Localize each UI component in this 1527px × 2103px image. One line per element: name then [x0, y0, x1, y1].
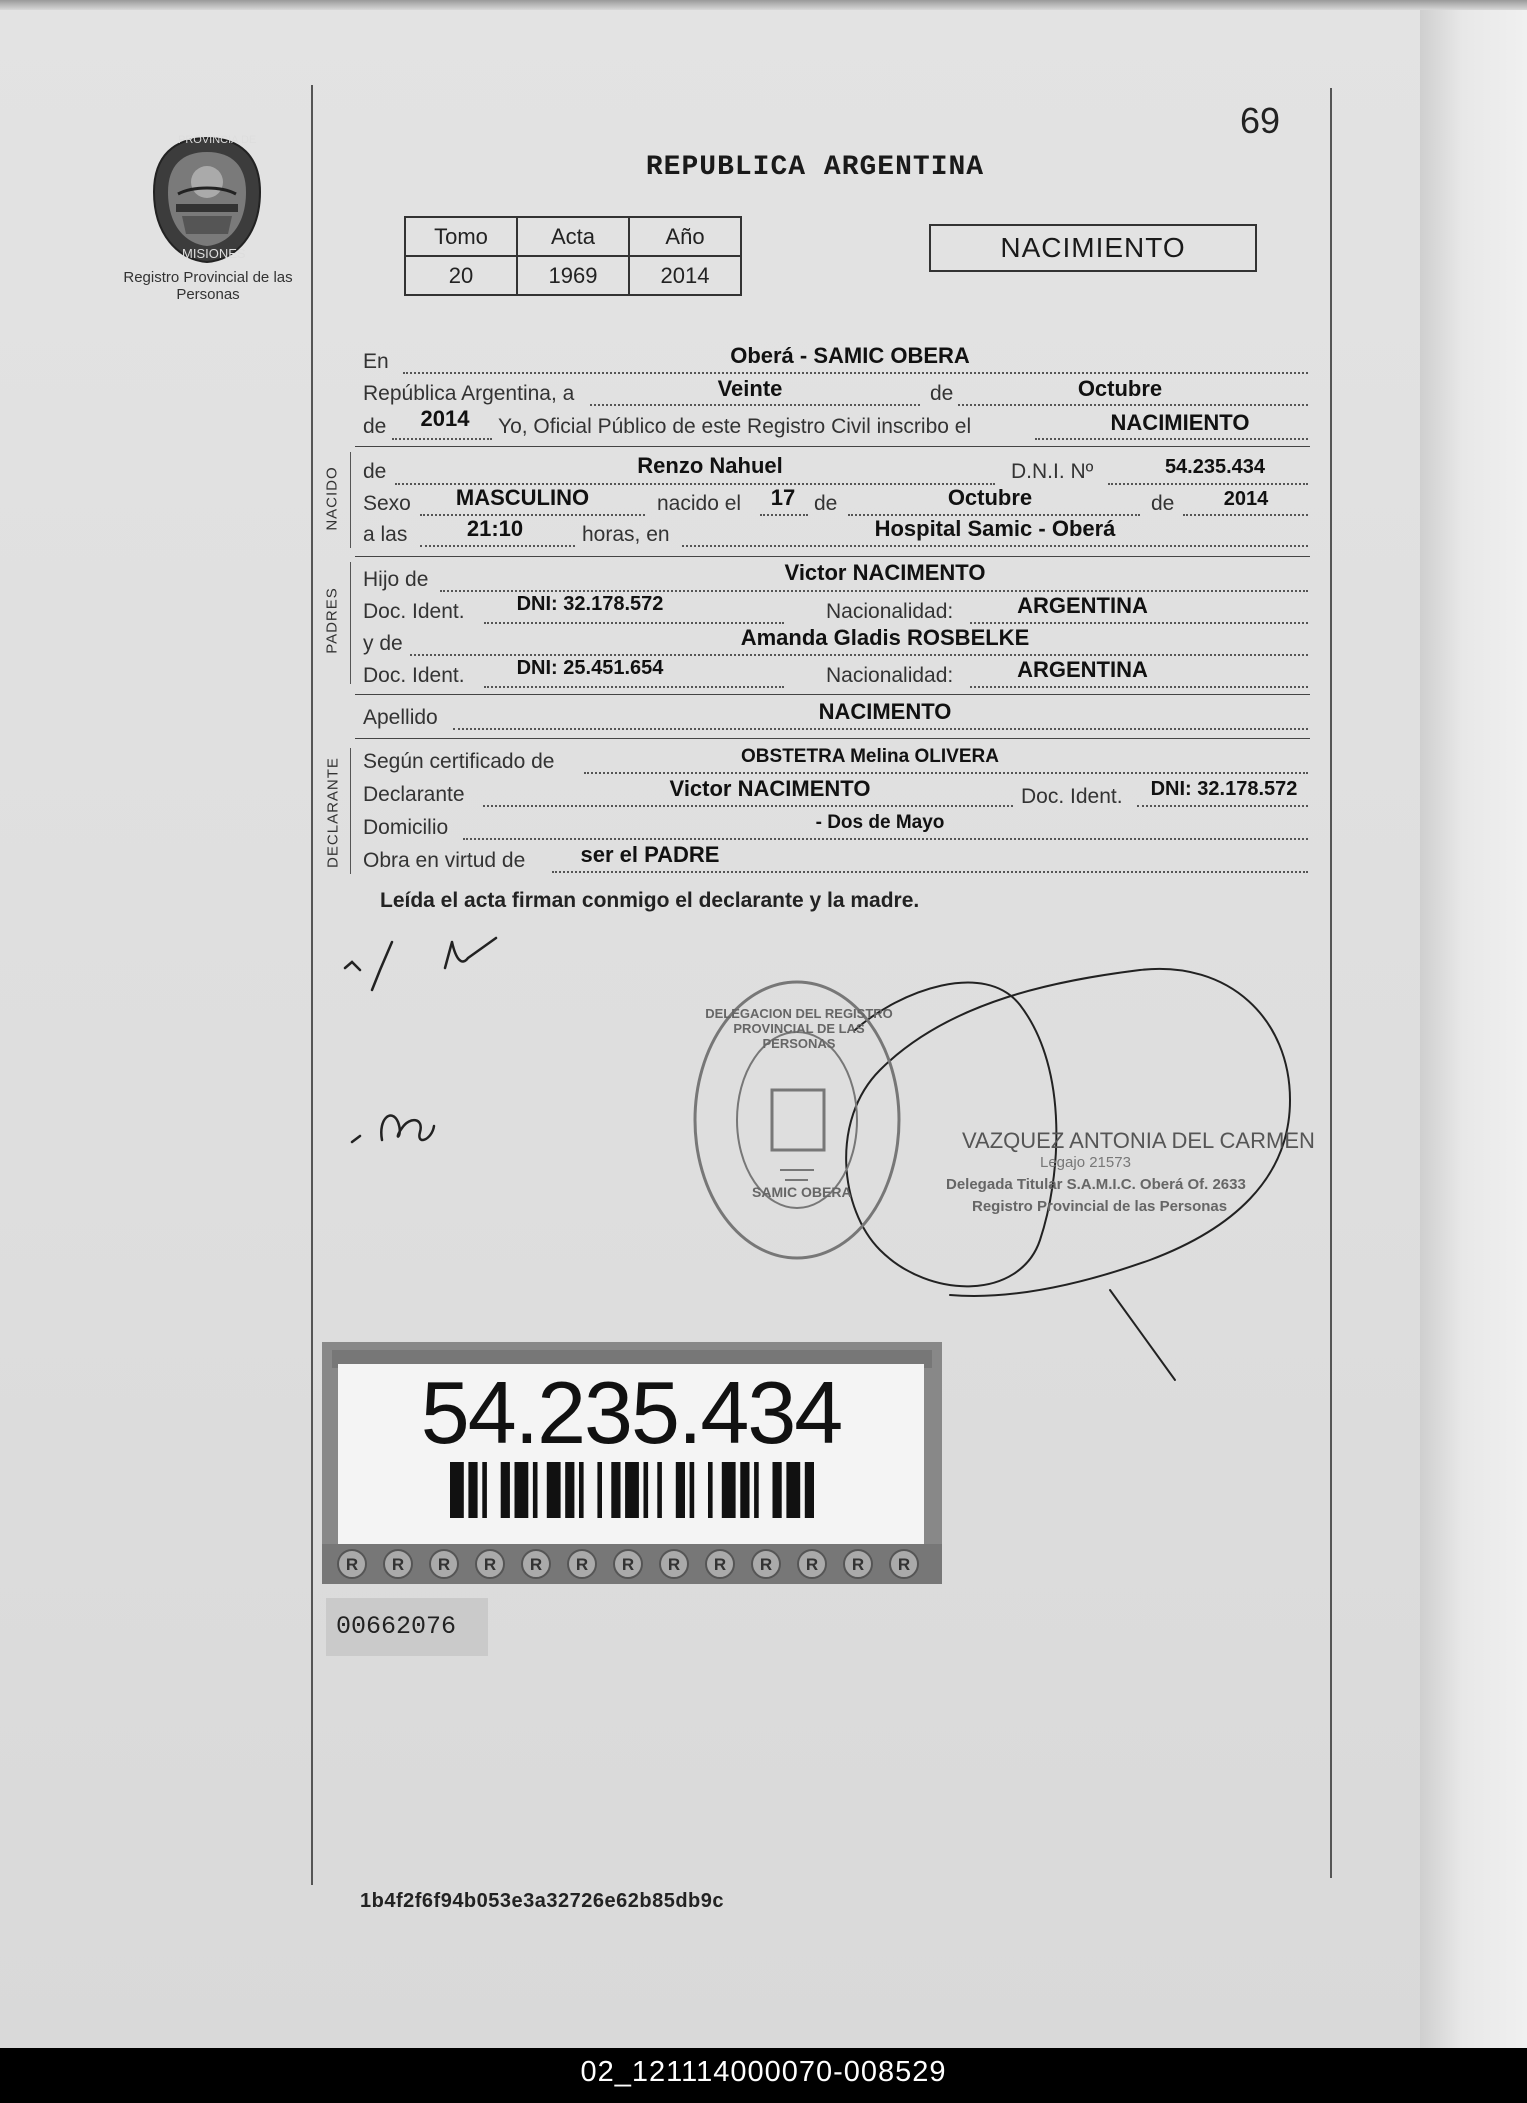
value-nombre: Renzo Nahuel — [637, 453, 783, 478]
closing-statement: Leída el acta firman conmigo el declarante y la madre. — [380, 889, 920, 912]
label-en: En — [363, 350, 389, 373]
section-nacido: NACIDO — [323, 466, 341, 531]
badge-letter: R — [851, 1555, 865, 1574]
value-doc-madre: DNI: 25.451.654 — [516, 657, 664, 679]
value-madre: Amanda Gladis ROSBELKE — [740, 625, 1030, 650]
badge-letter: R — [805, 1555, 819, 1574]
badge-letter: R — [391, 1555, 405, 1574]
label-certificado: Según certificado de — [363, 750, 555, 773]
value-sexo: MASCULINO — [455, 485, 590, 510]
registry-value-anio: 2014 — [629, 256, 741, 295]
badge-letter: R — [437, 1555, 451, 1574]
barcode-bar — [501, 1462, 510, 1518]
label-de: de — [930, 382, 954, 405]
logo-seal-top: PROVINCIA DE — [178, 134, 257, 146]
badge-letter: R — [897, 1555, 911, 1574]
label-nac-padre: Nacionalidad: — [826, 600, 954, 623]
registry-header-acta: Acta — [517, 217, 629, 256]
badge-letter: R — [483, 1555, 497, 1574]
document-hash: 1b4f2f6f94b053e3a32726e62b85db9c — [360, 1890, 725, 1912]
value-lugar: Hospital Samic - Oberá — [874, 516, 1116, 541]
label-apellido: Apellido — [363, 706, 438, 729]
section-padres: PADRES — [323, 587, 341, 654]
value-nac-mes: Octubre — [947, 485, 1033, 510]
label-republica: República Argentina, a — [363, 382, 575, 405]
value-mes: Octubre — [1077, 376, 1163, 401]
badge-letter: R — [759, 1555, 773, 1574]
value-nac-dia: 17 — [770, 485, 796, 510]
barcode-bar — [611, 1462, 620, 1518]
label-obra: Obra en virtud de — [363, 849, 526, 872]
label-sexo: Sexo — [363, 492, 411, 515]
registry-value-acta: 1969 — [517, 256, 629, 295]
value-inscribo: NACIMIENTO — [1110, 410, 1250, 435]
registry-value-tomo: 20 — [405, 256, 517, 295]
barcode-bar — [515, 1462, 529, 1518]
value-dni: 54.235.434 — [1164, 456, 1266, 478]
document-title: REPUBLICA ARGENTINA — [645, 152, 985, 183]
badge-letter: R — [529, 1555, 543, 1574]
barcode-bar — [722, 1462, 736, 1518]
logo-seal-bottom: MISIONES — [182, 246, 246, 261]
barcode-bar — [625, 1462, 639, 1518]
barcode-bar — [450, 1462, 464, 1518]
badge-letter: R — [345, 1555, 359, 1574]
label-decl-doc: Doc. Ident. — [1021, 785, 1123, 808]
value-nac-padre: ARGENTINA — [1017, 593, 1148, 618]
label-declarante: Declarante — [363, 783, 465, 806]
label-nac-madre: Nacionalidad: — [826, 664, 954, 687]
barcode-bar — [565, 1462, 574, 1518]
barcode-bar — [468, 1462, 477, 1518]
barcode-number: 54.235.434 — [420, 1363, 842, 1462]
registry-header-tomo: Tomo — [405, 217, 517, 256]
badge-letter: R — [667, 1555, 681, 1574]
barcode-bar — [754, 1462, 759, 1518]
value-certificado: OBSTETRA Melina OLIVERA — [741, 746, 999, 767]
badge-letter: R — [713, 1555, 727, 1574]
stamp-registry: Registro Provincial de las Personas — [972, 1198, 1228, 1215]
label-doc-padre: Doc. Ident. — [363, 600, 465, 623]
label-nac-de: de — [814, 492, 838, 515]
barcode-bar — [547, 1462, 561, 1518]
stamp-legajo: Legajo 21573 — [1040, 1154, 1131, 1171]
barcode-bar — [773, 1462, 782, 1518]
label-doc-madre: Doc. Ident. — [363, 664, 465, 687]
stamp-city: SAMIC OBERA — [752, 1184, 852, 1200]
label-de2: de — [363, 415, 387, 438]
barcode-bar — [597, 1462, 602, 1518]
barcode-bar — [805, 1462, 814, 1518]
barcode-bar — [657, 1462, 662, 1518]
label-yo: Yo, Oficial Público de este Registro Civil inscribo el — [498, 415, 972, 438]
label-y-de: y de — [363, 632, 403, 655]
stamp-official-name: VAZQUEZ ANTONIA DEL CARMEN — [962, 1128, 1315, 1153]
barcode-bar — [740, 1462, 749, 1518]
value-decl-doc: DNI: 32.178.572 — [1150, 778, 1298, 800]
label-horas-en: horas, en — [582, 523, 670, 546]
barcode-bar — [708, 1462, 713, 1518]
badge-letter: R — [621, 1555, 635, 1574]
badge-letter: R — [575, 1555, 589, 1574]
value-dia: Veinte — [717, 376, 783, 401]
barcode-bar — [579, 1462, 584, 1518]
registry-header-anio: Año — [629, 217, 741, 256]
footer-code: 02_121114000070-008529 — [580, 2056, 947, 2088]
label-domicilio: Domicilio — [363, 816, 449, 839]
logo-caption: Registro Provincial de las Personas — [123, 269, 293, 303]
label-nacido-el: nacido el — [657, 492, 742, 515]
barcode-bar — [482, 1462, 487, 1518]
stamp-office: Delegada Titular S.A.M.I.C. Oberá Of. 2633 — [946, 1176, 1246, 1193]
value-padre: Victor NACIMENTO — [784, 560, 986, 585]
value-nac-madre: ARGENTINA — [1017, 657, 1148, 682]
section-declarante: DECLARANTE — [324, 757, 342, 868]
mother-signature — [352, 1116, 434, 1142]
official-signature — [846, 969, 1290, 1380]
value-doc-padre: DNI: 32.178.572 — [516, 593, 664, 615]
label-a-las: a las — [363, 523, 408, 546]
record-type-box: NACIMIENTO — [929, 224, 1257, 272]
value-declarante: Victor NACIMENTO — [669, 776, 871, 801]
label-dni: D.N.I. Nº — [1011, 460, 1094, 483]
label-nac-de2: de — [1151, 492, 1175, 515]
value-en: Oberá - SAMIC OBERA — [730, 343, 970, 368]
serial-number: 00662076 — [336, 1612, 457, 1641]
value-obra: ser el PADRE — [580, 842, 720, 867]
value-nac-anio: 2014 — [1223, 488, 1269, 510]
barcode-bar — [786, 1462, 800, 1518]
label-de-nombre: de — [363, 460, 387, 483]
stamp-ring-text: DELEGACION DEL REGISTRO PROVINCIAL DE LAS PERSONAS — [705, 1006, 893, 1051]
declarant-signature — [345, 938, 496, 990]
barcode-bar — [533, 1462, 538, 1518]
barcode-bar — [676, 1462, 685, 1518]
value-anio: 2014 — [420, 406, 470, 431]
page-number: 69 — [1240, 100, 1281, 141]
value-hora: 21:10 — [466, 516, 524, 541]
barcode-bar — [644, 1462, 649, 1518]
value-domicilio: - Dos de Mayo — [815, 812, 945, 833]
value-apellido: NACIMENTO — [818, 699, 952, 724]
label-hijo-de: Hijo de — [363, 568, 429, 591]
barcode-bar — [690, 1462, 695, 1518]
